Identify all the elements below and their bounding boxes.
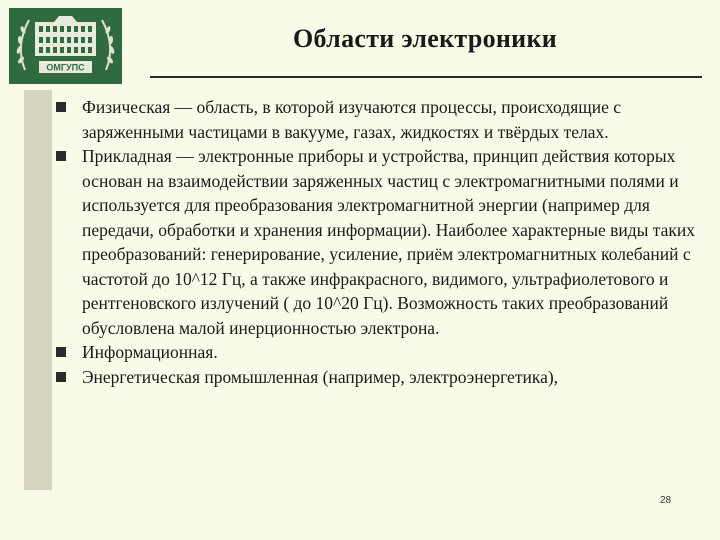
- page-number: 28: [660, 495, 672, 506]
- left-decorative-band: [24, 90, 52, 490]
- logo-emblem-icon: [9, 8, 122, 84]
- bullet-text: Энергетическая промышленная (например, электроэнергетика),: [82, 366, 559, 387]
- title-underline: [150, 76, 702, 78]
- bullet-item: [56, 340, 696, 365]
- bullet-text: Прикладная — электронные приборы и устройства, принцип действия которых основан на взаимодействии заряженных частиц с электромагнитными полями и используется для преобразования электромагнитной энергии (например для передачи, обработки и хранения информации). Наиболее характерные виды таких преобразований: генерирование, усиление, приём электромагнитных колебаний с частотой до 10^12 Гц, а также инфракрасного, видимого, ультрафиолетового и рентгеновского излучений ( до 10^20 Гц). Возможность таких преобразований обусловлена малой инерционностью электрона.: [82, 146, 696, 338]
- university-logo: [9, 8, 122, 84]
- square-bullet-icon: [56, 151, 66, 161]
- square-bullet-icon: [56, 102, 66, 112]
- slide-title: Области электроники: [293, 24, 557, 53]
- bullet-item: [56, 95, 696, 144]
- square-bullet-icon: [56, 372, 66, 382]
- bullet-item: [56, 365, 696, 390]
- bullet-text: Информационная.: [82, 342, 218, 362]
- square-bullet-icon: [56, 347, 66, 357]
- bullet-text: Физическая — область, в которой изучаются процессы, происходящие с заряженными частицами в вакууме, газах, жидкостях и твёрдых телах.: [82, 97, 621, 142]
- bullet-item: [56, 144, 696, 340]
- logo-text: ОМГУПС: [46, 62, 85, 73]
- bullet-list: [56, 95, 696, 389]
